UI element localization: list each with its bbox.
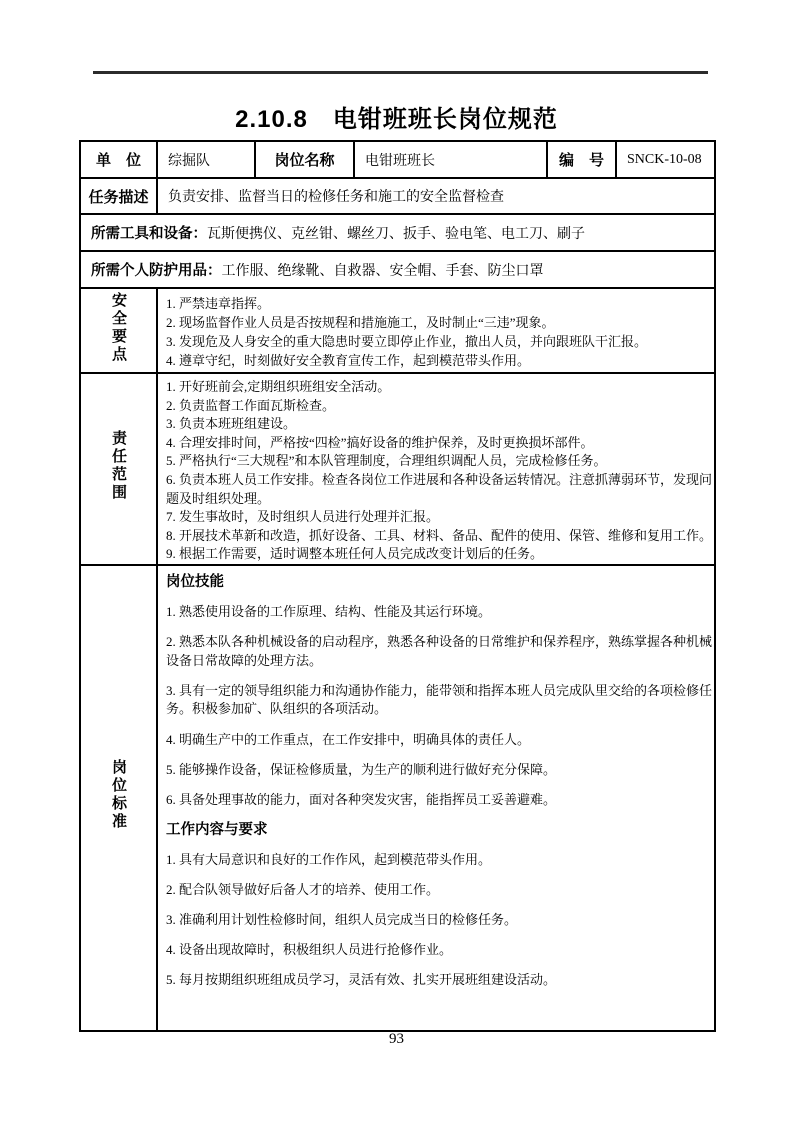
table-row-responsibility [80,373,715,565]
list-item: 3. 准确利用计划性检修时间，组织人员完成当日的检修任务。 [166,912,518,928]
responsibility-label-cell [80,373,157,565]
unit-label: 单 位 [80,141,157,178]
task-description-label: 任务描述 [80,178,157,214]
task-description-value: 负责安排、监督当日的检修任务和施工的安全监督检查 [157,178,715,214]
list-item: 4. 明确生产中的工作重点，在工作安排中，明确具体的责任人。 [166,731,531,747]
list-item: 2. 负责监督工作面瓦斯检查。 [166,397,336,413]
page-title: 2.10.8 电钳班班长岗位规范 [235,106,558,133]
table-row-task [80,178,715,214]
list-item: 6. 具备处理事故的能力，面对各种突发灾害，能指挥员工妥善避难。 [166,791,557,807]
standard-label: 岗位标准 [110,759,127,832]
safety-label-cell [80,288,157,373]
list-item: 1. 开好班前会,定期组织班组安全活动。 [166,379,391,394]
list-item: 4. 合理安排时间，严格按“四检”搞好设备的维护保养，及时更换损坏部件。 [166,434,594,450]
skills-heading: 岗位技能 [166,573,224,590]
safety-content-cell [157,288,715,373]
list-item: 3. 具有一定的领导组织能力和沟通协作能力，能带领和指挥本班人员完成队里交给的各项检修任务。积极参加矿、队组织的各项活动。 [166,682,713,717]
position-name-label: 岗位名称 [255,141,354,178]
list-item: 8. 开展技术革新和改造，抓好设备、工具、材料、备品、配件的使用、保管、维修和复用工作。 [166,527,713,543]
ppe-cell [80,251,715,288]
table-row-header [80,141,715,178]
table-row-standard [80,565,715,1031]
responsibility-content-cell [157,373,715,565]
list-item: 3. 发现危及人身安全的重大隐患时要立即停止作业，撤出人员，并向跟班队干汇报。 [166,334,648,349]
header-rule [93,71,708,74]
ppe-label: 所需个人防护用品： [91,263,222,279]
list-item: 7. 发生事故时，及时组织人员进行处理并汇报。 [166,509,440,525]
table-row-tools [80,214,715,251]
code-label: 编 号 [547,141,616,178]
list-item: 5. 能够操作设备，保证检修质量，为生产的顺利进行做好充分保障。 [166,761,557,777]
safety-label: 安全要点 [110,292,127,364]
table-row-ppe [80,251,715,288]
code-value: SNCK-10-08 [616,141,715,178]
list-item: 2. 熟悉本队各种机械设备的启动程序，熟悉各种设备的日常维护和保养程序，熟练掌握各种机械设备日常故障的处理方法。 [166,634,713,668]
work-requirements-heading: 工作内容与要求 [166,821,268,838]
standard-label-cell [80,565,157,1031]
unit-value: 综掘队 [157,141,255,178]
list-item: 4. 设备出现故障时，积极组织人员进行抢修作业。 [166,942,453,958]
responsibility-label: 责任范围 [110,430,127,503]
list-item: 1. 具有大局意识和良好的工作作风，起到模范带头作用。 [166,851,492,867]
list-item: 2. 配合队领导做好后备人才的培养、使用工作。 [166,881,440,897]
tools-label: 所需工具和设备： [91,226,207,242]
table-row-safety [80,288,715,373]
list-item: 1. 熟悉使用设备的工作原理、结构、性能及其运行环境。 [166,604,492,620]
list-item: 6. 负责本班人员工作安排。检查各岗位工作进展和各种设备运转情况。注意抓薄弱环节，发现问题及时组织处理。 [166,471,713,506]
list-item: 2. 现场监督作业人员是否按规程和措施施工，及时制止“三违”现象。 [166,315,555,330]
list-item: 3. 负责本班班组建设。 [166,416,297,432]
page-number: 93 [389,1031,404,1047]
tools-cell [80,214,715,251]
job-spec-table [79,140,716,1032]
list-item: 5. 每月按期组织班组成员学习，灵活有效、扎实开展班组建设活动。 [166,972,557,988]
list-item: 9. 根据工作需要，适时调整本班任何人员完成改变计划后的任务。 [166,546,544,562]
list-item: 4. 遵章守纪，时刻做好安全教育宣传工作，起到模范带头作用。 [166,353,531,368]
ppe-value: 工作服、绝缘靴、自救器、安全帽、手套、防尘口罩 [221,264,544,279]
tools-value: 瓦斯便携仪、克丝钳、螺丝刀、扳手、验电笔、电工刀、刷子 [207,227,585,242]
list-item: 1. 严禁违章指挥。 [166,296,271,311]
list-item: 5. 严格执行“三大规程”和本队管理制度，合理组织调配人员，完成检修任务。 [166,453,607,469]
position-name-value: 电钳班班长 [354,141,547,178]
standard-content-cell [157,565,715,1031]
